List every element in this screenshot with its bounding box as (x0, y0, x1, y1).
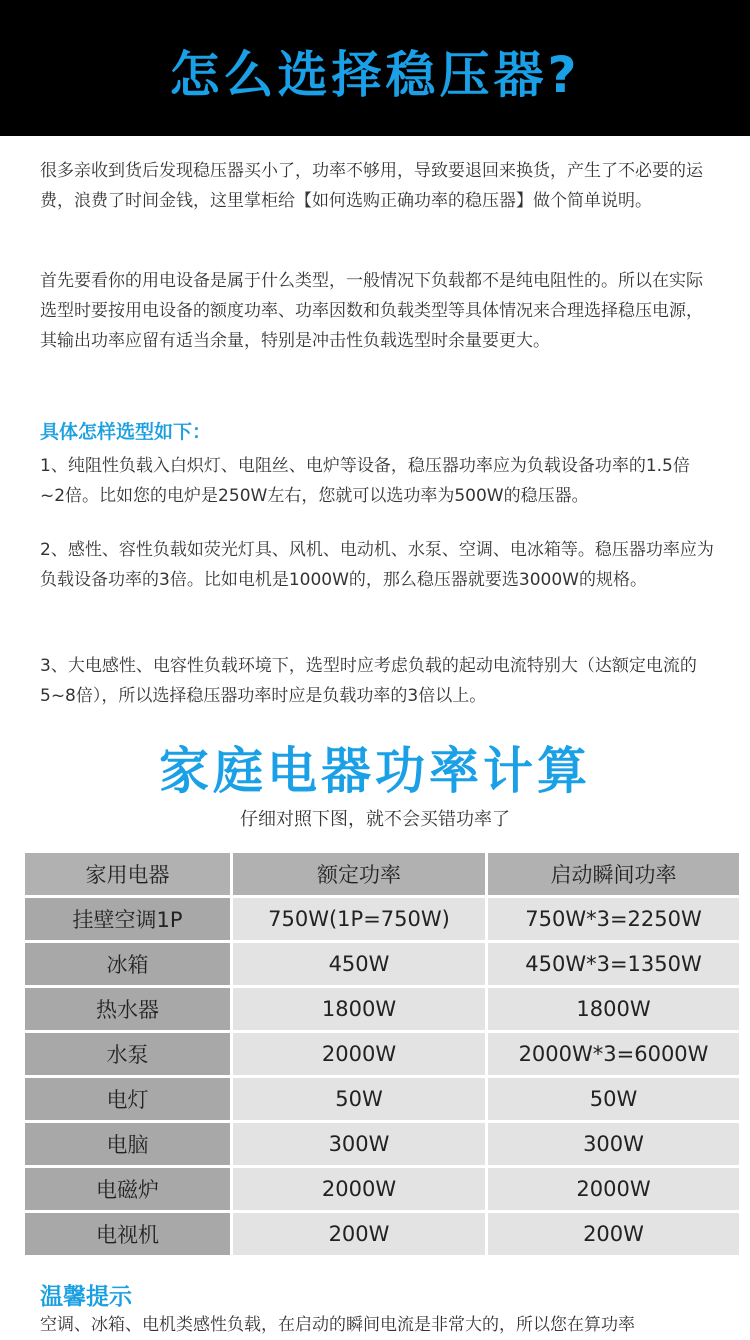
rated-power: 2000W (233, 1033, 485, 1075)
selection-item-1: 1、纯阻性负载入白炽灯、电阻丝、电炉等设备，稳压器功率应为负载设备功率的1.5倍~2倍。比如您的电炉是250W左右，您就可以选功率为500W的稳压器。 (40, 456, 690, 506)
startup-power: 450W*3=1350W (488, 943, 739, 985)
selection-item-3: 3、大电感性、电容性负载环境下，选型时应考虑负载的起动电流特别大（达额定电流的5~8倍），所以选择稳压器功率时应是负载功率的3倍以上。 (40, 656, 697, 706)
rated-power: 200W (233, 1213, 485, 1255)
appliance-name: 热水器 (25, 988, 230, 1030)
startup-power: 300W (488, 1123, 739, 1165)
table-row (25, 1078, 739, 1120)
table-row (25, 988, 739, 1030)
appliance-name: 电脑 (25, 1123, 230, 1165)
rated-power: 300W (233, 1123, 485, 1165)
startup-power: 200W (488, 1213, 739, 1255)
table-row (25, 1168, 739, 1210)
appliance-name: 电视机 (25, 1213, 230, 1255)
startup-power: 2000W*3=6000W (488, 1033, 739, 1075)
appliance-name: 冰箱 (25, 943, 230, 985)
rated-power: 750W(1P=750W) (233, 898, 485, 940)
intro-paragraph-1: 很多亲收到货后发现稳压器买小了，功率不够用，导致要退回来换货，产生了不必要的运费，浪费了时间金钱，这里掌柜给【如何选购正确功率的稳压器】做个简单说明。 (40, 161, 703, 211)
page-title: 怎么选择稳压器? (169, 46, 581, 104)
appliance-name: 挂壁空调1P (25, 898, 230, 940)
startup-power: 750W*3=2250W (488, 898, 739, 940)
rated-power: 450W (233, 943, 485, 985)
startup-power: 2000W (488, 1168, 739, 1210)
tips-text: 空调、冰箱、电机类感性负载，在启动的瞬间电流是非常大的，所以您在算功率 (40, 1315, 635, 1335)
rated-power: 2000W (233, 1168, 485, 1210)
appliance-name: 电磁炉 (25, 1168, 230, 1210)
rated-power: 50W (233, 1078, 485, 1120)
tips-text-clipped (40, 1315, 714, 1335)
column-header-rated-power: 额定功率 (233, 853, 485, 895)
table-row (25, 1213, 739, 1255)
power-table (22, 850, 742, 1258)
table-row (25, 1033, 739, 1075)
header-banner (0, 0, 750, 136)
intro-paragraph-2: 首先要看你的用电设备是属于什么类型，一般情况下负载都不是纯电阻性的。所以在实际选型时要按用电设备的额度功率、功率因数和负载类型等具体情况来合理选择稳压电源，其输出功率应留有适当余量，特别是冲击性负载选型时余量要更大。 (40, 271, 703, 351)
appliance-name: 水泵 (25, 1033, 230, 1075)
calc-subtitle: 仔细对照下图，就不会买错功率了 (240, 809, 510, 830)
selection-item-2: 2、感性、容性负载如荧光灯具、风机、电动机、水泵、空调、电冰箱等。稳压器功率应为负载设备功率的3倍。比如电机是1000W的，那么稳压器就要选3000W的规格。 (40, 540, 714, 590)
appliance-name: 电灯 (25, 1078, 230, 1120)
startup-power: 1800W (488, 988, 739, 1030)
calc-title: 家庭电器功率计算 (159, 742, 591, 800)
rated-power: 1800W (233, 988, 485, 1030)
column-header-startup-power: 启动瞬间功率 (488, 853, 739, 895)
table-row (25, 943, 739, 985)
column-header-appliance: 家用电器 (25, 853, 230, 895)
startup-power: 50W (488, 1078, 739, 1120)
tips-title: 温馨提示 (40, 1284, 132, 1310)
table-header-row (25, 853, 739, 895)
table-row (25, 898, 739, 940)
table-row (25, 1123, 739, 1165)
selection-heading: 具体怎样选型如下： (40, 421, 212, 443)
